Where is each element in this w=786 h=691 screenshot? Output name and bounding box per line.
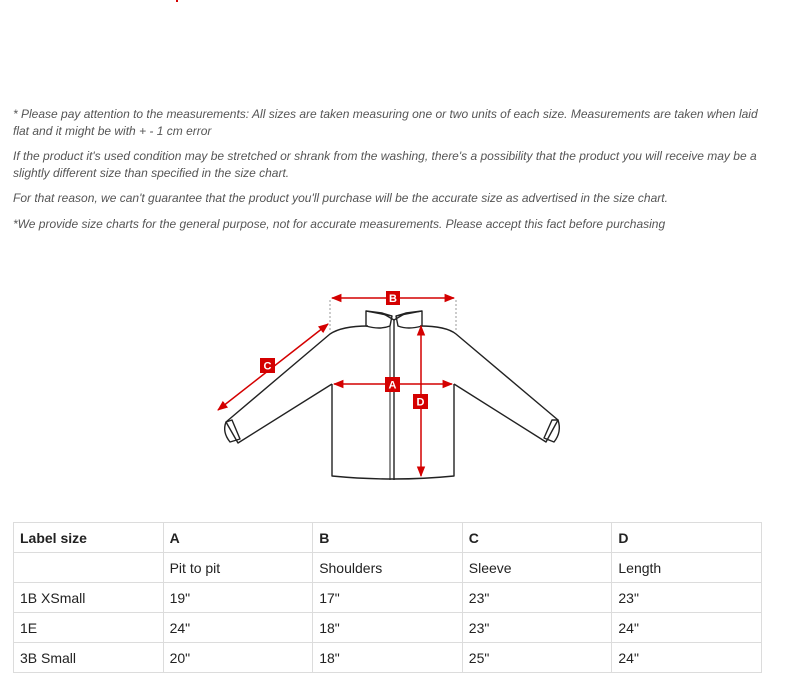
- table-row: [14, 613, 762, 643]
- label-b-text: B: [389, 293, 397, 305]
- subheader-length: Length: [612, 553, 762, 583]
- label-c-text: C: [263, 360, 272, 373]
- table-cell: 20": [163, 643, 313, 673]
- table-cell: 18": [313, 643, 463, 673]
- jacket-measurement-diagram: [212, 286, 564, 486]
- table-cell: 1E: [14, 613, 164, 643]
- header-a: A: [163, 523, 313, 553]
- table-cell: 25": [462, 643, 612, 673]
- note-measurement-method: * Please pay attention to the measurements: All sizes are taken measuring one or two units of each size. Measurements are taken when laid flat and it might be with + - 1 cm error: [13, 107, 758, 138]
- red-mark: [176, 0, 178, 2]
- size-chart-table: [13, 522, 762, 673]
- note-general-purpose: *We provide size charts for the general purpose, not for accurate measurements. Please accept this fact before purchasing: [13, 216, 666, 231]
- table-cell: 17": [313, 583, 463, 613]
- header-d: D: [612, 523, 762, 553]
- table-cell: 24": [612, 613, 762, 643]
- table-cell: 23": [462, 583, 612, 613]
- header-c: C: [462, 523, 612, 553]
- header-b: B: [313, 523, 463, 553]
- table-cell: 18": [313, 613, 463, 643]
- table-subheader-row: [14, 553, 762, 583]
- table-cell: 19": [163, 583, 313, 613]
- subheader-shoulders: Shoulders: [313, 553, 463, 583]
- table-cell: 24": [612, 643, 762, 673]
- note-no-guarantee: For that reason, we can't guarantee that the product you'll purchase will be the accurate size as advertised in the size chart.: [13, 191, 668, 205]
- table-cell: 1B XSmall: [14, 583, 164, 613]
- table-cell: 23": [462, 613, 612, 643]
- label-d-text: D: [416, 396, 425, 409]
- table-cell: 23": [612, 583, 762, 613]
- table-row: [14, 583, 762, 613]
- measurement-notes: [13, 106, 771, 241]
- table-cell: 3B Small: [14, 643, 164, 673]
- note-used-condition: If the product it's used condition may be stretched or shrank from the washing, there's a possibility that the product you will receive may be a slightly different size than specified in the size chart.: [13, 149, 757, 180]
- label-c-badge: [260, 358, 275, 373]
- label-d-badge: [413, 394, 428, 409]
- table-cell: 24": [163, 613, 313, 643]
- header-label-size: Label size: [14, 523, 164, 553]
- label-b-badge: [386, 291, 400, 305]
- subheader-pit-to-pit: Pit to pit: [163, 553, 313, 583]
- label-a-text: A: [388, 379, 397, 392]
- label-a-badge: [385, 377, 400, 392]
- table-row: [14, 643, 762, 673]
- subheader-empty: [14, 553, 164, 583]
- table-header-row: [14, 523, 762, 553]
- subheader-sleeve: Sleeve: [462, 553, 612, 583]
